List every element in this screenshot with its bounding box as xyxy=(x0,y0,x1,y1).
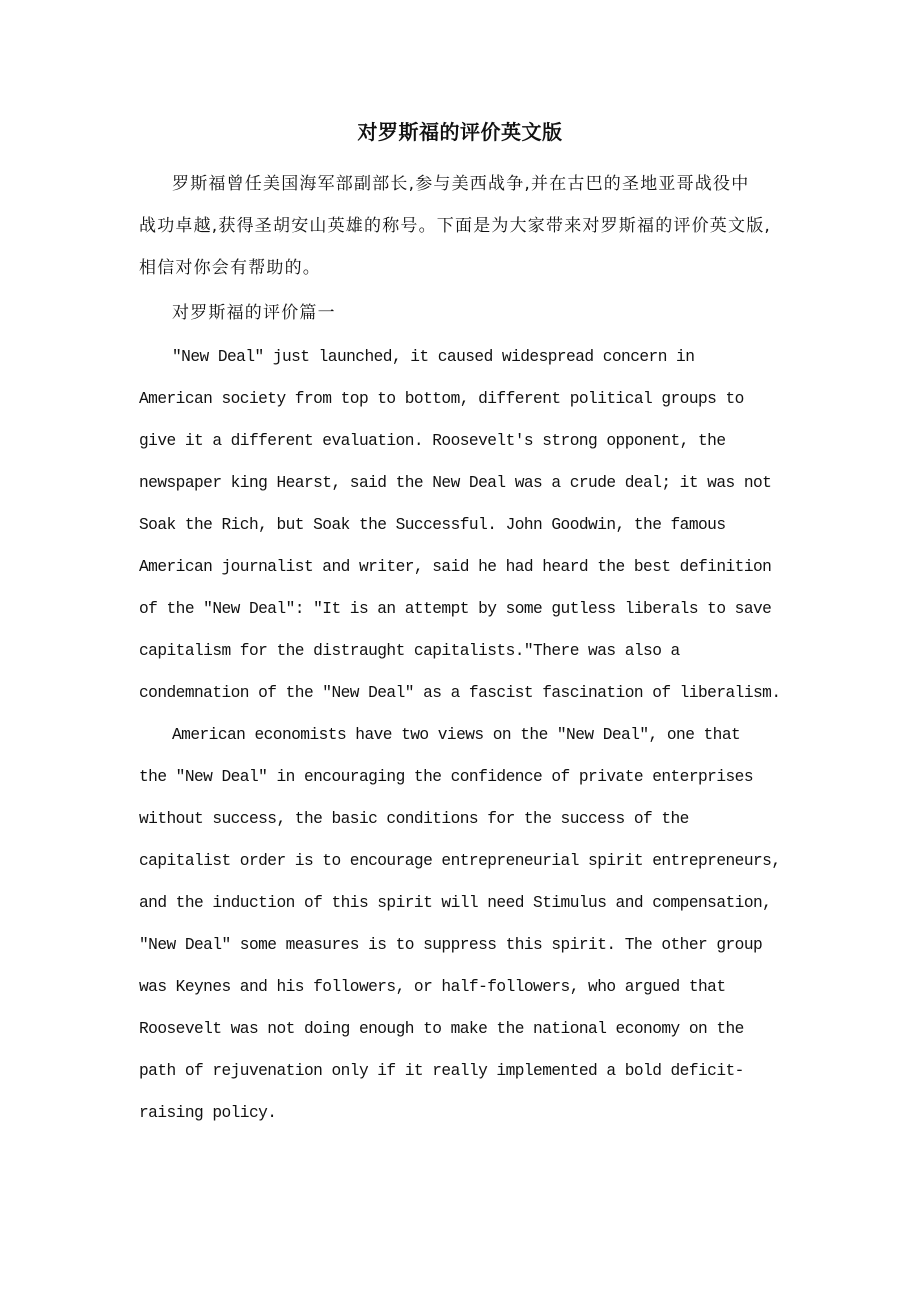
paragraph-2-line: and the induction of this spirit will need Stimulus and compensation, xyxy=(139,894,772,912)
paragraph-1-line: capitalism for the distraught capitalists."There was also a xyxy=(139,642,680,660)
paragraph-2-line: path of rejuvenation only if it really implemented a bold deficit- xyxy=(139,1062,744,1080)
paragraph-2-line: "New Deal" some measures is to suppress this spirit. The other group xyxy=(139,936,763,954)
paragraph-1-line: American journalist and writer, said he had heard the best definition xyxy=(139,558,772,576)
paragraph-1-line: give it a different evaluation. Roosevelt's strong opponent, the xyxy=(139,432,726,450)
paragraph-2-line: capitalist order is to encourage entrepreneurial spirit entrepreneurs, xyxy=(139,852,781,870)
paragraph-1-line: "New Deal" just launched, it caused widespread concern in xyxy=(172,348,695,366)
paragraph-1-line: Soak the Rich, but Soak the Successful. John Goodwin, the famous xyxy=(139,516,726,534)
paragraph-2-line: American economists have two views on the "New Deal", one that xyxy=(172,726,741,744)
intro-line: 相信对你会有帮助的。 xyxy=(139,258,321,278)
paragraph-1-line: newspaper king Hearst, said the New Deal was a crude deal; it was not xyxy=(139,474,772,492)
document-title: 对罗斯福的评价英文版 xyxy=(357,120,563,144)
paragraph-2-line: the "New Deal" in encouraging the confidence of private enterprises xyxy=(139,768,753,786)
paragraph-2-line: without success, the basic conditions for the success of the xyxy=(139,810,689,828)
intro-line: 罗斯福曾任美国海军部副部长,参与美西战争,并在古巴的圣地亚哥战役中 xyxy=(172,174,750,194)
paragraph-1-line: of the "New Deal": "It is an attempt by some gutless liberals to save xyxy=(139,600,772,618)
paragraph-1-line: condemnation of the "New Deal" as a fascist fascination of liberalism. xyxy=(139,684,781,702)
intro-line: 战功卓越,获得圣胡安山英雄的称号。下面是为大家带来对罗斯福的评价英文版, xyxy=(139,216,772,236)
paragraph-1-line: American society from top to bottom, different political groups to xyxy=(139,390,744,408)
paragraph-2-line: raising policy. xyxy=(139,1104,277,1122)
paragraph-2-line: was Keynes and his followers, or half-followers, who argued that xyxy=(139,978,726,996)
paragraph-2-line: Roosevelt was not doing enough to make the national economy on the xyxy=(139,1020,744,1038)
section-heading: 对罗斯福的评价篇一 xyxy=(172,303,336,323)
